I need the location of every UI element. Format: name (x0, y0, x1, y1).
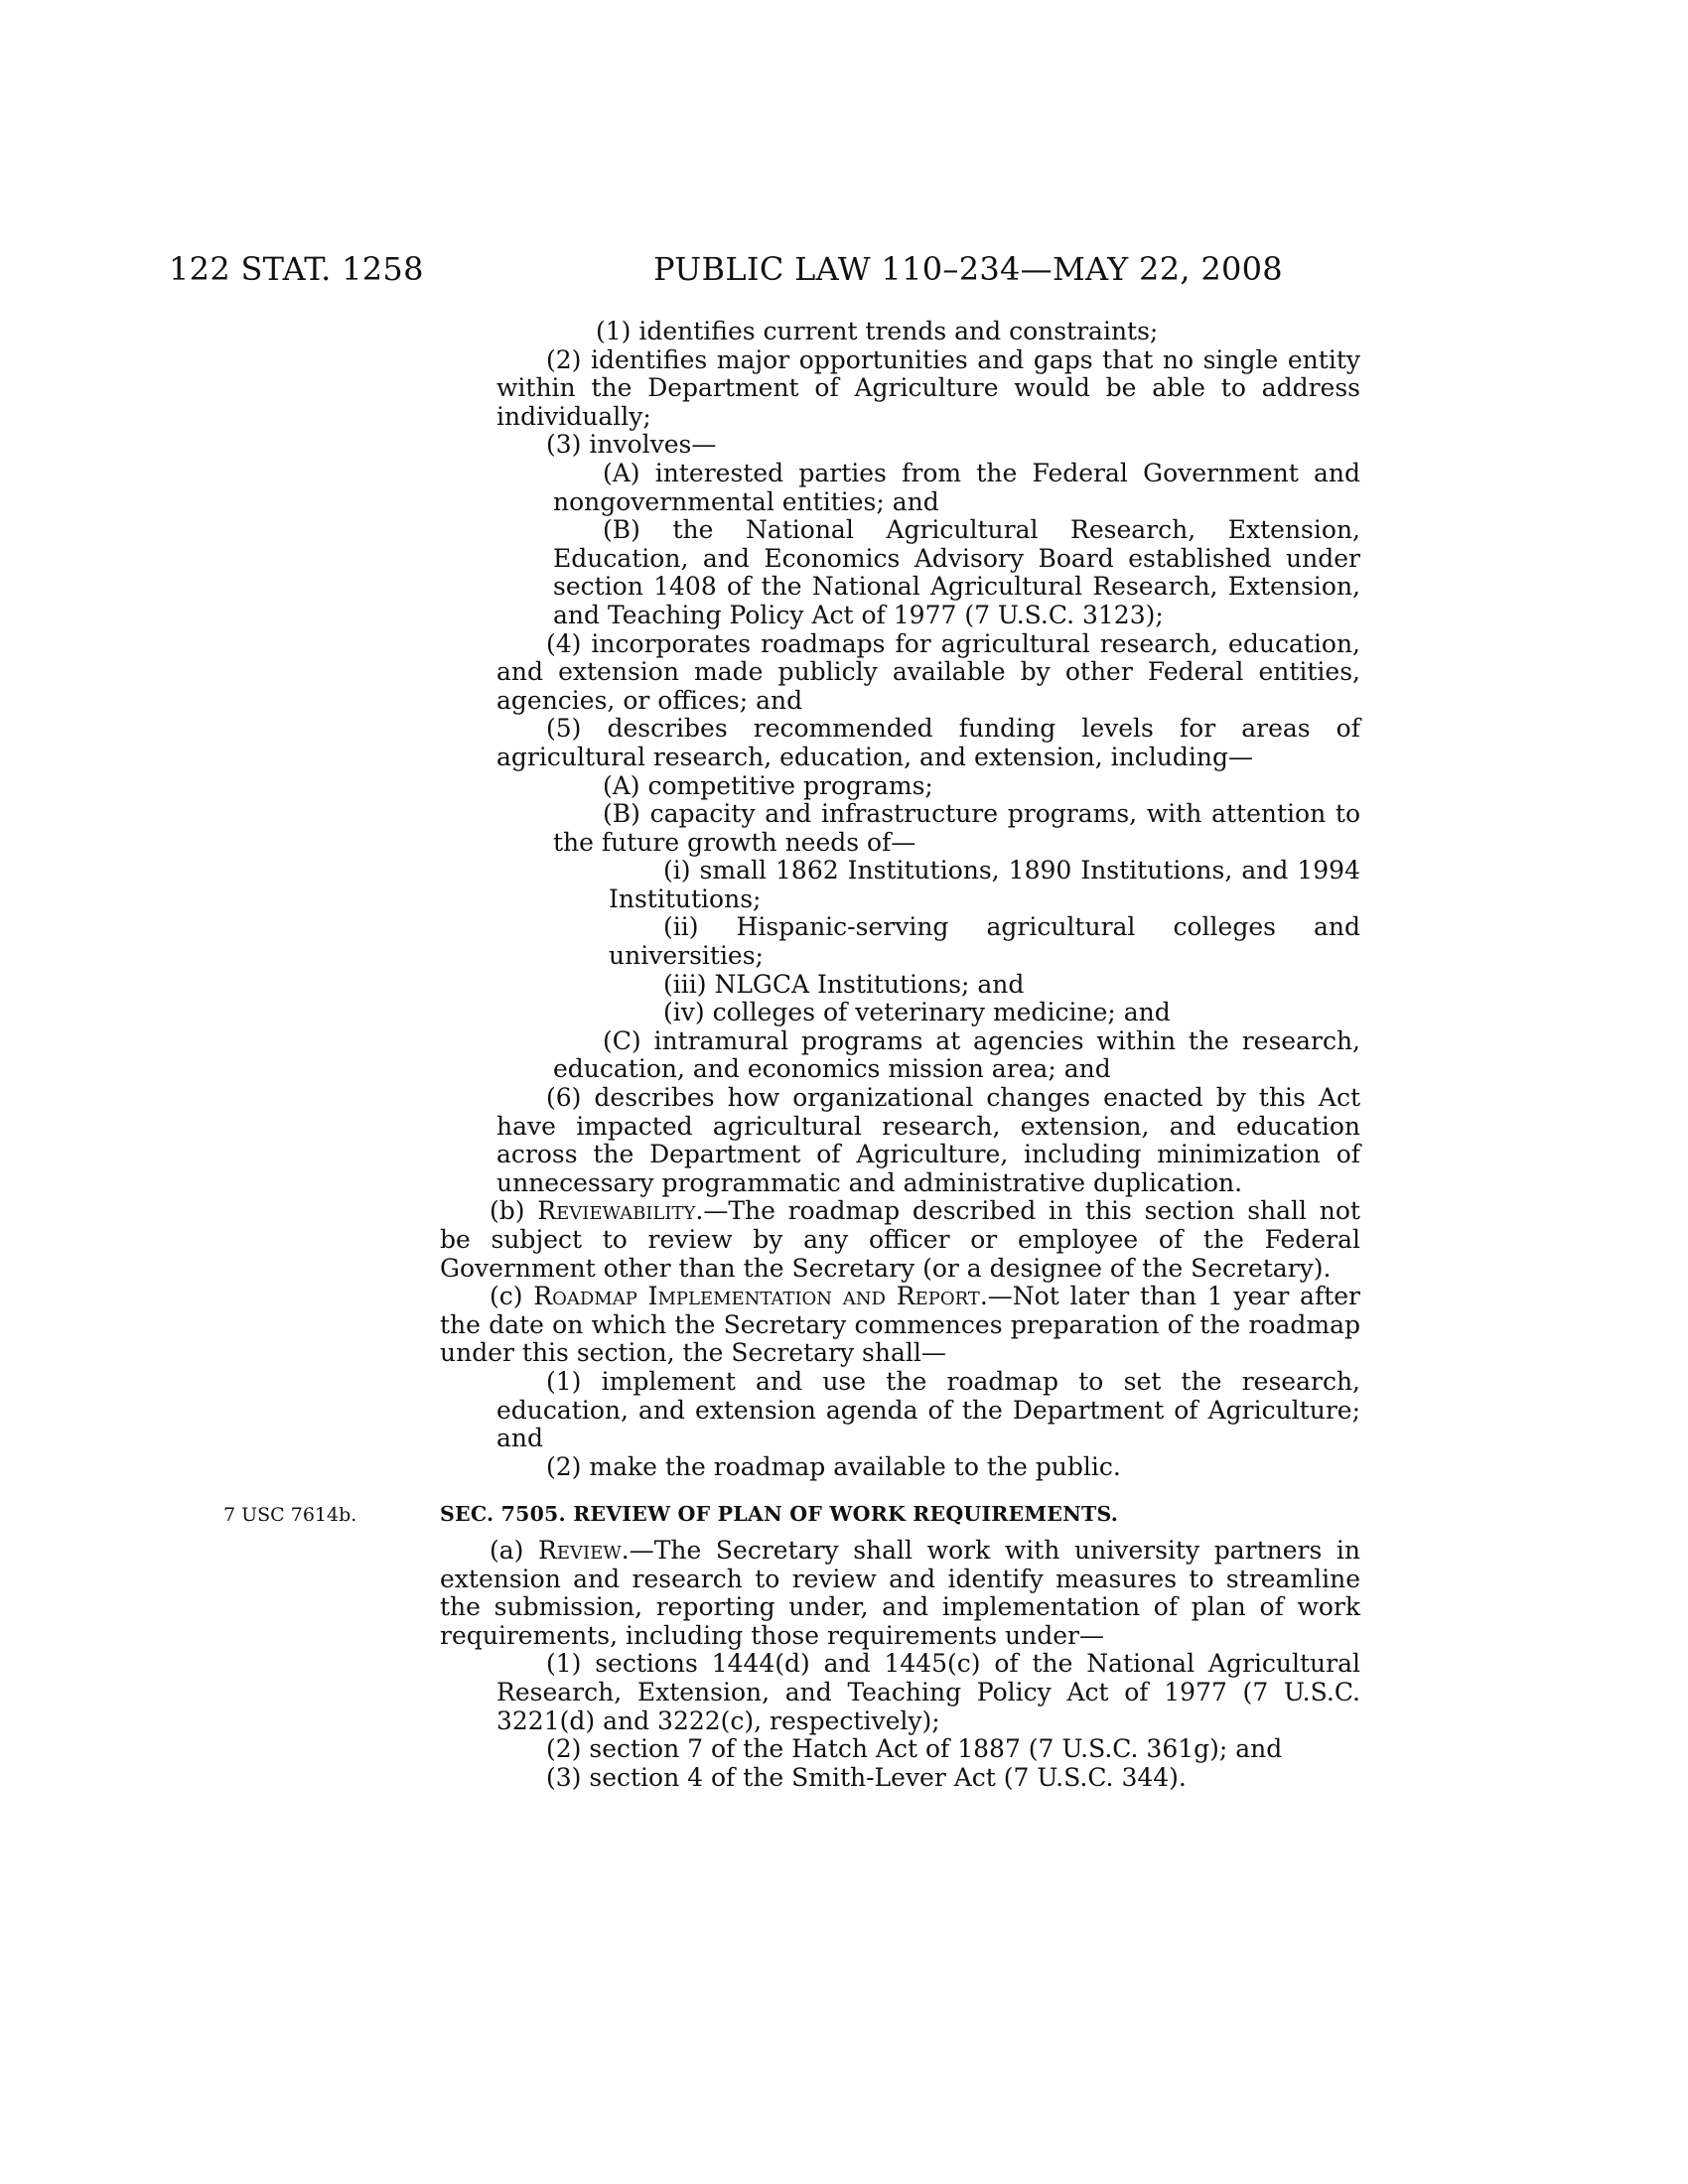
subsection-c-text: .—Not later than 1 year after the date on which the Secretary commences preparation of the roadmap under this section, the Secretary shall— (440, 1282, 1360, 1368)
paragraph-2: (2) identifies major opportunities and gaps that no single entity within the Department of Agriculture would be able to address individually; (496, 344, 1360, 431)
subparagraph-3a: (A) interested parties from the Federal Government and nongovernmental entities; and (553, 458, 1360, 516)
clause-5b-i: (i) small 1862 Institutions, 1890 Institutions, and 1994 Institutions; (609, 856, 1360, 913)
subsection-a-text: .—The Secretary shall work with university partners in extension and research to review and identify measures to streamline the submission, reporting under, and implementation of plan of work requirements, including those requirements under— (440, 1535, 1361, 1650)
clause-5b-iii: (iii) NLGCA Institutions; and (663, 969, 1025, 999)
subsection-a-heading: Review (538, 1535, 622, 1565)
subsection-b-heading: Reviewability (537, 1196, 696, 1226)
paragraph-3: (3) involves— (546, 430, 717, 460)
paragraph-a3: (3) section 4 of the Smith-Lever Act (7 U.S.C. 344). (546, 1762, 1187, 1792)
clause-5b-iv: (iv) colleges of veterinary medicine; and (663, 998, 1171, 1027)
subsection-c (440, 1283, 1360, 1368)
paragraph-6: (6) describes how organizational changes enacted by this Act have impacted agricultural research, extension, and education across the Department of Agriculture, including minimization of unnecessary programmatic and administrative duplication. (496, 1083, 1360, 1197)
subparagraph-5b: (B) capacity and infrastructure programs, with attention to the future growth needs of— (553, 799, 1360, 857)
section-heading-row (223, 1499, 1360, 1529)
section-heading: SEC. 7505. REVIEW OF PLAN OF WORK REQUIREMENTS. (440, 1502, 1119, 1527)
paragraph-4: (4) incorporates roadmaps for agricultural research, education, and extension made publicly available by other Federal entities, agencies, or offices; and (496, 628, 1360, 715)
document-body (223, 317, 1361, 1792)
subsection-c-label: (c) (490, 1282, 534, 1311)
usc-margin-note: 7 USC 7614b. (223, 1504, 357, 1527)
subparagraph-5c: (C) intramural programs at agencies within the research, education, and economics mission area; and (553, 1025, 1360, 1084)
paragraph-a2: (2) section 7 of the Hatch Act of 1887 (7 U.S.C. 361g); and (546, 1734, 1283, 1764)
subsection-b (440, 1197, 1360, 1283)
clause-5b-ii: (ii) Hispanic-serving agricultural colleges and universities; (609, 912, 1360, 971)
paragraph-1: (1) identifies current trends and constraints; (596, 317, 1159, 345)
subsection-a-label: (a) (490, 1535, 539, 1565)
subparagraph-3b: (B) the National Agricultural Research, Extension, Education, and Economics Advisory Board established under section 1408 of the National Agricultural Research, Extension, and Teaching Policy Act of 1977 (7 U.S.C. 3123); (553, 515, 1360, 629)
paragraph-c1: (1) implement and use the roadmap to set the research, education, and extension agenda of the Department of Agriculture; and (496, 1366, 1360, 1453)
paragraph-c2: (2) make the roadmap available to the public. (546, 1451, 1121, 1481)
subsection-b-label: (b) (490, 1196, 538, 1226)
subparagraph-5a: (A) competitive programs; (603, 770, 933, 800)
subsection-a (440, 1537, 1360, 1650)
statute-page-number: 122 STAT. 1258 (169, 250, 424, 288)
page-running-head: PUBLIC LAW 110–234—MAY 22, 2008 (653, 250, 1283, 288)
subsection-b-text: .—The roadmap described in this section shall not be subject to review by any officer or employee of the Federal Government other than the Secretary (or a designee of the Secretary). (440, 1196, 1360, 1283)
paragraph-a1: (1) sections 1444(d) and 1445(c) of the National Agricultural Research, Extension, and Teaching Policy Act of 1977 (7 U.S.C. 3221(d) and 3222(c), respectively); (496, 1649, 1360, 1735)
paragraph-5: (5) describes recommended funding levels for areas of agricultural research, education, and extension, including— (496, 714, 1360, 771)
subsection-c-heading: Roadmap Implementation and Report (533, 1282, 980, 1311)
